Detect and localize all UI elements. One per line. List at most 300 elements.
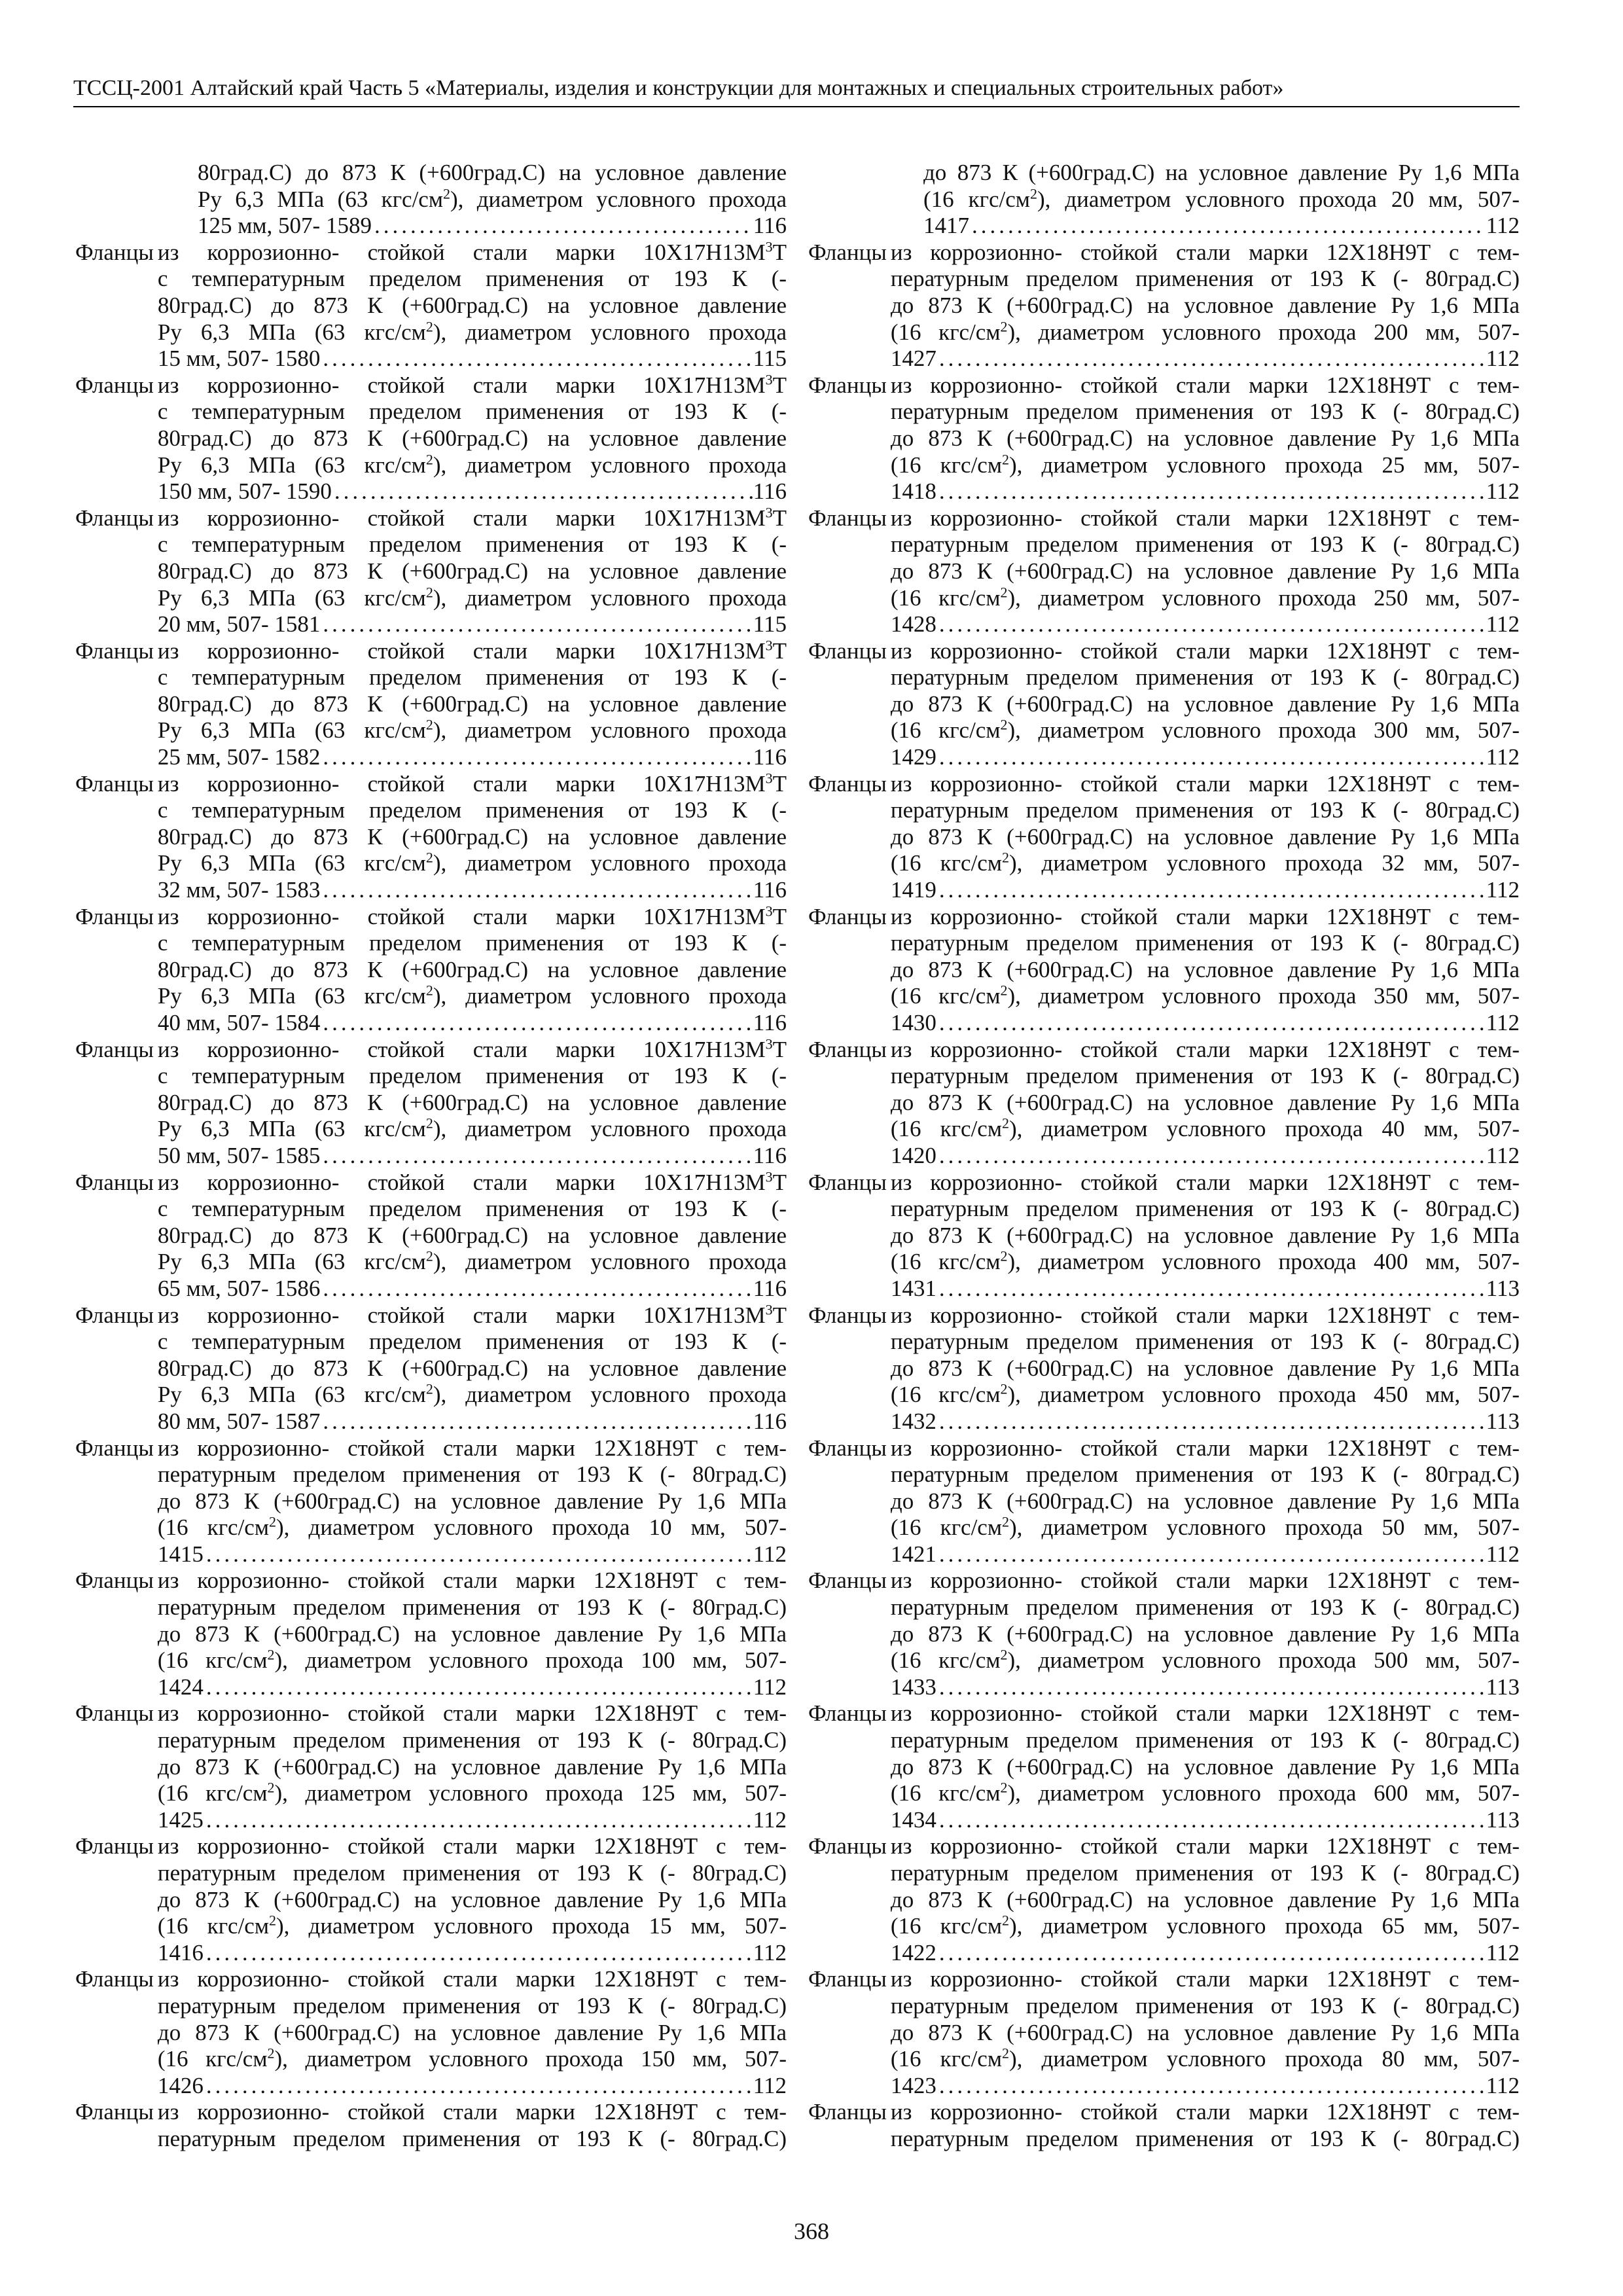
entry-text-line: из коррозионно- стойкой стали марки $10Х17Н13М^3Т$ (157, 504, 787, 531)
left-column (75, 160, 787, 2153)
entry-last-line (198, 213, 787, 240)
entry-text-line: 80град.С) до 873 К (+600град.С) на условное давление (157, 1222, 787, 1248)
leader-dots (320, 877, 753, 904)
entry-text-line: (16 кгс/$см^2$), диаметром условного прохода 20 мм, 507- (923, 185, 1520, 212)
entry-prefix: Фланцы (75, 1833, 154, 1859)
entry-body (154, 1302, 787, 1435)
entry-text-line: Ру 6,3 МПа (63 кгс/$см^2$), диаметром условного прохода (157, 849, 787, 876)
index-entry (808, 505, 1520, 638)
index-entry (75, 1568, 787, 1700)
index-entry (808, 771, 1520, 904)
entry-text-line: (16 кгс/$см^2$), диаметром условного прохода 450 мм, 507- (890, 1380, 1520, 1408)
entry-text-line: (16 кгс/$см^2$), диаметром условного прохода 400 мм, 507- (890, 1247, 1520, 1275)
entry-prefix: Фланцы (808, 1568, 887, 1594)
entry-last-line (891, 1143, 1520, 1170)
entry-text-line: из коррозионно- стойкой стали марки 12Х18Н9Т с тем- (890, 903, 1520, 929)
entry-text-line: пературным пределом применения от 193 К (- 80град.С) (890, 1727, 1520, 1753)
entry-last-line (158, 877, 787, 904)
entry-prefix: Фланцы (75, 1036, 154, 1062)
entry-text-line: 80град.С) до 873 К (+600град.С) на условное давление (157, 956, 787, 982)
index-entry (75, 771, 787, 904)
entry-body (887, 1966, 1520, 2099)
entry-last-line (891, 744, 1520, 771)
entry-text-line: 80град.С) до 873 К (+600град.С) на условное давление (157, 558, 787, 584)
entry-last-line (158, 1940, 787, 1967)
entry-body (154, 1037, 787, 1170)
entry-prefix: Фланцы (808, 1169, 887, 1195)
leader-dots (320, 346, 753, 372)
entry-body (887, 1700, 1520, 1833)
entry-body (887, 1568, 1520, 1700)
entry-body (887, 904, 1520, 1037)
entry-text-line: Ру 6,3 МПа (63 кгс/$см^2$), диаметром условного прохода (198, 185, 787, 212)
entry-code: 1424 (157, 1674, 204, 1700)
entry-code: 1416 (157, 1939, 204, 1965)
entry-last-line (158, 478, 787, 505)
entry-text-line: с температурным пределом применения от 193 К (- (157, 531, 787, 558)
index-entry (75, 1170, 787, 1302)
entry-text-line: из коррозионно- стойкой стали марки 12Х18Н9Т с тем- (157, 1700, 787, 1727)
entry-code: 1426 (157, 2072, 204, 2098)
entry-page-ref: 112 (1486, 1142, 1520, 1168)
entry-text-line: (16 кгс/$см^2$), диаметром условного прохода 600 мм, 507- (890, 1779, 1520, 1806)
entry-text-line: (16 кгс/$см^2$), диаметром условного прохода 150 мм, 507- (157, 2045, 787, 2072)
index-entry (808, 904, 1520, 1037)
entry-text-line: до 873 К (+600град.С) на условное давление Ру 1,6 МПа (890, 1089, 1520, 1115)
leader-dots (320, 1143, 753, 1170)
entry-last-line (158, 346, 787, 372)
entry-last-line (891, 877, 1520, 904)
entry-last-line (158, 1807, 787, 1834)
entry-page-ref: 113 (1486, 1275, 1520, 1301)
entry-last-line (158, 1674, 787, 1701)
entry-body (154, 1833, 787, 1966)
entry-text-line: (16 кгс/$см^2$), диаметром условного прохода 32 мм, 507- (890, 849, 1520, 876)
entry-text-line: 80град.С) до 873 К (+600град.С) на условное давление (157, 425, 787, 451)
entry-last-line (158, 611, 787, 638)
entry-text-line: до 873 К (+600град.С) на условное давление Ру 1,6 МПа (890, 1886, 1520, 1912)
entry-body (154, 904, 787, 1037)
entry-code: 1415 (157, 1541, 204, 1567)
entry-prefix: Фланцы (75, 637, 154, 664)
entry-page-ref: 112 (1486, 611, 1520, 637)
entry-prefix: Фланцы (808, 1302, 887, 1328)
entry-last-line (891, 611, 1520, 638)
entry-text-line: пературным пределом применения от 193 К (- 80град.С) (890, 399, 1520, 425)
entry-text-line: пературным пределом применения от 193 К (- 80град.С) (890, 1992, 1520, 2018)
leader-dots (936, 1541, 1486, 1568)
entry-code: 25 мм, 507- 1582 (157, 744, 321, 770)
entry-text-line: до 873 К (+600град.С) на условное давление Ру 1,6 МПа (890, 2019, 1520, 2045)
index-entry (75, 1435, 787, 1568)
entry-body (887, 240, 1520, 372)
entry-text-line: (16 кгс/$см^2$), диаметром условного прохода 40 мм, 507- (890, 1115, 1520, 1142)
entry-text-line: из коррозионно- стойкой стали марки 12Х18Н9Т с тем- (890, 239, 1520, 265)
entry-body (887, 638, 1520, 771)
entry-prefix: Фланцы (75, 372, 154, 398)
entry-body (887, 372, 1520, 505)
entry-text-line: Ру 6,3 МПа (63 кгс/$см^2$), диаметром условного прохода (157, 1380, 787, 1408)
entry-text-line: с температурным пределом применения от 193 К (- (157, 664, 787, 691)
entry-code: 125 мм, 507- 1589 (198, 213, 372, 239)
entry-text-line: из коррозионно- стойкой стали марки $10Х17Н13М^3Т$ (157, 371, 787, 398)
entry-text-line: из коррозионно- стойкой стали марки 12Х18Н9Т с тем- (157, 1966, 787, 1992)
entry-text-line: 80град.С) до 873 К (+600град.С) на условное давление (157, 1089, 787, 1115)
entry-text-line: из коррозионно- стойкой стали марки $10Х17Н13М^3Т$ (157, 1168, 787, 1195)
entry-page-ref: 112 (1486, 213, 1520, 239)
entry-code: 1417 (923, 213, 969, 239)
entry-text-line: из коррозионно- стойкой стали марки 12Х18Н9Т с тем- (157, 2099, 787, 2125)
leader-dots (372, 213, 753, 240)
index-entry (808, 1302, 1520, 1435)
entry-code: 1430 (890, 1010, 936, 1035)
entry-code: 1429 (890, 744, 936, 770)
entry-text-line: Ру 6,3 МПа (63 кгс/$см^2$), диаметром условного прохода (157, 1115, 787, 1142)
entry-body (154, 240, 787, 372)
entry-text-line: (16 кгс/$см^2$), диаметром условного прохода 250 мм, 507- (890, 583, 1520, 611)
entry-text-line: до 873 К (+600град.С) на условное давление Ру 1,6 МПа (890, 956, 1520, 982)
index-entry (808, 372, 1520, 505)
entry-code: 1434 (890, 1806, 936, 1833)
index-entry (75, 1833, 787, 1966)
entry-body (887, 1037, 1520, 1170)
entry-prefix: Фланцы (75, 1966, 154, 1992)
index-entry (808, 1833, 1520, 1966)
entry-prefix: Фланцы (808, 1435, 887, 1461)
leader-dots (204, 1541, 753, 1568)
index-entry (808, 1966, 1520, 2099)
entry-text-line: (16 кгс/$см^2$), диаметром условного прохода 80 мм, 507- (890, 2045, 1520, 2072)
entry-text-line: (16 кгс/$см^2$), диаметром условного прохода 65 мм, 507- (890, 1912, 1520, 1939)
entry-prefix: Фланцы (808, 505, 887, 531)
index-entry (808, 1037, 1520, 1170)
entry-prefix: Фланцы (75, 1435, 154, 1461)
entry-text-line: из коррозионно- стойкой стали марки $10Х17Н13М^3Т$ (157, 1300, 787, 1328)
entry-text-line: с температурным пределом применения от 193 К (- (157, 930, 787, 956)
leader-dots (936, 1143, 1486, 1170)
leader-dots (936, 1408, 1486, 1435)
entry-body (198, 160, 787, 240)
index-entry (808, 1700, 1520, 1833)
entry-code: 1432 (890, 1408, 936, 1434)
index-entry (75, 240, 787, 372)
entry-code: 1433 (890, 1674, 936, 1700)
entry-text-line: из коррозионно- стойкой стали марки 12Х18Н9Т с тем- (890, 1169, 1520, 1195)
entry-code: 1425 (157, 1806, 204, 1833)
entry-text-line: до 873 К (+600град.С) на условное давление Ру 1,6 МПа (157, 1753, 787, 1780)
entry-prefix: Фланцы (808, 1036, 887, 1062)
entry-page-ref: 113 (1486, 1674, 1520, 1700)
entry-body (887, 505, 1520, 638)
index-entry-continuation (75, 160, 787, 240)
index-entry (75, 1966, 787, 2099)
entry-page-ref: 116 (753, 1275, 787, 1301)
leader-dots (936, 1674, 1486, 1701)
entry-text-line: из коррозионно- стойкой стали марки $10Х17Н13М^3Т$ (157, 637, 787, 664)
entry-text-line: из коррозионно- стойкой стали марки 12Х18Н9Т с тем- (890, 637, 1520, 664)
entry-page-ref: 112 (1486, 1541, 1520, 1567)
entry-text-line: пературным пределом применения от 193 К (- 80град.С) (890, 797, 1520, 823)
entry-last-line (891, 1807, 1520, 1834)
entry-text-line: из коррозионно- стойкой стали марки 12Х18Н9Т с тем- (890, 770, 1520, 797)
leader-dots (936, 611, 1486, 638)
entry-text-line: Ру 6,3 МПа (63 кгс/$см^2$), диаметром условного прохода (157, 716, 787, 744)
entry-body (154, 1966, 787, 2099)
entry-text-line: пературным пределом применения от 193 К (- 80град.С) (157, 1860, 787, 1886)
entry-text-line: до 873 К (+600град.С) на условное давление Ру 1,6 МПа (890, 823, 1520, 850)
entry-code: 32 мм, 507- 1583 (157, 877, 321, 903)
entry-last-line (158, 744, 787, 771)
entry-text-line: из коррозионно- стойкой стали марки 12Х18Н9Т с тем- (890, 1302, 1520, 1328)
entry-code: 20 мм, 507- 1581 (157, 611, 321, 637)
entry-text-line: Ру 6,3 МПа (63 кгс/$см^2$), диаметром условного прохода (157, 450, 787, 478)
entry-body (154, 1700, 787, 1833)
entry-page-ref: 116 (753, 744, 787, 770)
entry-text-line: с температурным пределом применения от 193 К (- (157, 399, 787, 425)
entry-text-line: пературным пределом применения от 193 К (- 80град.С) (157, 2125, 787, 2151)
entry-page-ref: 116 (753, 1010, 787, 1035)
entry-page-ref: 112 (1486, 2072, 1520, 2098)
entry-last-line (158, 1010, 787, 1037)
entry-text-line: до 873 К (+600град.С) на условное давление Ру 1,6 МПа (890, 558, 1520, 584)
entry-text-line: до 873 К (+600град.С) на условное давление Ру 1,6 МПа (890, 292, 1520, 318)
leader-dots (320, 744, 753, 771)
leader-dots (204, 1674, 753, 1701)
entry-page-ref: 112 (753, 1674, 787, 1700)
index-entry (808, 638, 1520, 771)
entry-text-line: пературным пределом применения от 193 К (- 80град.С) (890, 664, 1520, 691)
entry-body (923, 160, 1520, 240)
entry-page-ref: 112 (1486, 877, 1520, 903)
entry-code: 1427 (890, 346, 936, 372)
entry-text-line: Ру 6,3 МПа (63 кгс/$см^2$), диаметром условного прохода (157, 1247, 787, 1275)
entry-text-line: 80град.С) до 873 К (+600град.С) на условное давление (157, 691, 787, 717)
page-header (73, 73, 1520, 107)
entry-last-line (158, 2073, 787, 2100)
index-entry (75, 1302, 787, 1435)
index-entry (808, 1170, 1520, 1302)
entry-text-line: из коррозионно- стойкой стали марки 12Х18Н9Т с тем- (157, 1568, 787, 1594)
entry-text-line: пературным пределом применения от 193 К (- 80град.С) (157, 1727, 787, 1753)
leader-dots (320, 1010, 753, 1037)
entry-text-line: с температурным пределом применения от 193 К (- (157, 1329, 787, 1355)
entry-text-line: (16 кгс/$см^2$), диаметром условного прохода 300 мм, 507- (890, 716, 1520, 744)
entry-text-line: из коррозионно- стойкой стали марки 12Х18Н9Т с тем- (157, 1435, 787, 1461)
index-entry (75, 372, 787, 505)
leader-dots (936, 2073, 1486, 2100)
leader-dots (936, 1276, 1486, 1302)
entry-prefix: Фланцы (75, 1302, 154, 1328)
entry-code: 1420 (890, 1142, 936, 1168)
entry-last-line (158, 1143, 787, 1170)
entry-last-line (891, 1010, 1520, 1037)
entry-text-line: с температурным пределом применения от 193 К (- (157, 797, 787, 823)
entry-text-line: из коррозионно- стойкой стали марки 12Х18Н9Т с тем- (890, 505, 1520, 531)
entry-text-line: из коррозионно- стойкой стали марки $10Х17Н13М^3Т$ (157, 1035, 787, 1062)
entry-text-line: до 873 К (+600град.С) на условное давление Ру 1,6 МПа (890, 1355, 1520, 1381)
entry-text-line: с температурным пределом применения от 193 К (- (157, 1063, 787, 1089)
entry-text-line: с температурным пределом применения от 193 К (- (157, 1196, 787, 1222)
entry-text-line: пературным пределом применения от 193 К (- 80град.С) (890, 266, 1520, 292)
entry-code: 1423 (890, 2072, 936, 2098)
entry-text-line: пературным пределом применения от 193 К (- 80град.С) (157, 1462, 787, 1488)
entry-text-line: 80град.С) до 873 К (+600град.С) на условное давление (157, 1355, 787, 1381)
entry-last-line (891, 1541, 1520, 1568)
entry-text-line: из коррозионно- стойкой стали марки $10Х17Н13М^3Т$ (157, 770, 787, 797)
leader-dots (320, 611, 753, 638)
entry-text-line: из коррозионно- стойкой стали марки 12Х18Н9Т с тем- (890, 1435, 1520, 1461)
entry-body (154, 1568, 787, 1700)
entry-prefix: Фланцы (808, 2099, 887, 2125)
entry-code: 80 мм, 507- 1587 (157, 1408, 321, 1434)
entry-body (887, 771, 1520, 904)
page-number: 368 (794, 2218, 829, 2244)
entry-text-line: до 873 К (+600град.С) на условное давление Ру 1,6 МПа (890, 1753, 1520, 1780)
entry-code: 1418 (890, 478, 936, 505)
entry-prefix: Фланцы (75, 1568, 154, 1594)
entry-text-line: (16 кгс/$см^2$), диаметром условного прохода 50 мм, 507- (890, 1513, 1520, 1541)
entry-text-line: из коррозионно- стойкой стали марки 12Х18Н9Т с тем- (890, 1568, 1520, 1594)
index-entry-continuation (808, 160, 1520, 240)
entry-text-line: из коррозионно- стойкой стали марки $10Х17Н13М^3Т$ (157, 238, 787, 265)
entry-code: 1419 (890, 877, 936, 903)
entry-page-ref: 113 (1486, 1806, 1520, 1833)
leader-dots (936, 1940, 1486, 1967)
entry-prefix: Фланцы (75, 1169, 154, 1195)
index-entry (808, 1568, 1520, 1700)
entry-prefix: Фланцы (808, 1700, 887, 1727)
entry-page-ref: 112 (1486, 346, 1520, 372)
entry-text-line: Ру 6,3 МПа (63 кгс/$см^2$), диаметром условного прохода (157, 317, 787, 345)
entry-code: 1421 (890, 1541, 936, 1567)
entry-last-line (923, 213, 1520, 240)
entry-text-line: из коррозионно- стойкой стали марки $10Х17Н13М^3Т$ (157, 902, 787, 929)
entry-prefix: Фланцы (808, 637, 887, 664)
entry-text-line: до 873 К (+600град.С) на условное давление Ру 1,6 МПа (890, 1621, 1520, 1647)
entry-page-ref: 112 (753, 2072, 787, 2098)
entry-page-ref: 112 (753, 1541, 787, 1567)
entry-text-line: (16 кгс/$см^2$), диаметром условного прохода 15 мм, 507- (157, 1912, 787, 1939)
entry-text-line: до 873 К (+600град.С) на условное давление Ру 1,6 МПа (923, 160, 1520, 185)
entry-body (154, 1170, 787, 1302)
index-entry-tail (75, 2099, 787, 2152)
entry-page-ref: 115 (753, 611, 787, 637)
entry-text-line: пературным пределом применения от 193 К (- 80град.С) (890, 1462, 1520, 1488)
leader-dots (936, 1010, 1486, 1037)
entry-page-ref: 112 (753, 1806, 787, 1833)
entry-text-line: 80град.С) до 873 К (+600град.С) на условное давление (157, 823, 787, 850)
entry-body (887, 1302, 1520, 1435)
entry-text-line: до 873 К (+600град.С) на условное давление Ру 1,6 МПа (890, 425, 1520, 451)
entry-last-line (891, 1674, 1520, 1701)
entry-text-line: из коррозионно- стойкой стали марки 12Х18Н9Т с тем- (890, 2099, 1520, 2125)
entry-text-line: пературным пределом применения от 193 К (- 80град.С) (890, 1594, 1520, 1621)
entry-text-line: до 873 К (+600град.С) на условное давление Ру 1,6 МПа (157, 1621, 787, 1647)
entry-text-line: пературным пределом применения от 193 К (- 80град.С) (890, 1063, 1520, 1089)
entry-prefix: Фланцы (75, 903, 154, 929)
entry-prefix: Фланцы (808, 770, 887, 797)
entry-text-line: из коррозионно- стойкой стали марки 12Х18Н9Т с тем- (890, 1833, 1520, 1859)
entry-page-ref: 116 (753, 478, 787, 505)
entry-page-ref: 116 (753, 1142, 787, 1168)
entry-text-line: из коррозионно- стойкой стали марки 12Х18Н9Т с тем- (157, 1833, 787, 1859)
entry-last-line (891, 2073, 1520, 2100)
entry-last-line (158, 1408, 787, 1435)
entry-text-line: (16 кгс/$см^2$), диаметром условного прохода 100 мм, 507- (157, 1646, 787, 1674)
entry-text-line: пературным пределом применения от 193 К (- 80град.С) (890, 531, 1520, 558)
entry-page-ref: 116 (753, 1408, 787, 1434)
index-entry-tail (808, 2099, 1520, 2152)
index-entry (808, 1435, 1520, 1568)
entry-body (154, 2099, 787, 2152)
entry-body (154, 1435, 787, 1568)
leader-dots (969, 213, 1486, 240)
entry-body (887, 1170, 1520, 1302)
entry-text-line: из коррозионно- стойкой стали марки 12Х18Н9Т с тем- (890, 1700, 1520, 1727)
entry-text-line: 80град.С) до 873 К (+600град.С) на условное давление (157, 292, 787, 318)
entry-code: 50 мм, 507- 1585 (157, 1142, 321, 1168)
entry-text-line: пературным пределом применения от 193 К (- 80град.С) (890, 1196, 1520, 1222)
entry-text-line: Ру 6,3 МПа (63 кгс/$см^2$), диаметром условного прохода (157, 982, 787, 1009)
entry-prefix: Фланцы (808, 239, 887, 265)
entry-code: 1431 (890, 1275, 936, 1301)
entry-text-line: Ру 6,3 МПа (63 кгс/$см^2$), диаметром условного прохода (157, 583, 787, 611)
entry-prefix: Фланцы (75, 239, 154, 265)
entry-body (154, 638, 787, 771)
entry-code: 65 мм, 507- 1586 (157, 1275, 321, 1301)
entry-prefix: Фланцы (808, 1833, 887, 1859)
entry-body (154, 372, 787, 505)
entry-code: 1422 (890, 1939, 936, 1965)
entry-code: 150 мм, 507- 1590 (157, 478, 332, 505)
entry-prefix: Фланцы (75, 770, 154, 797)
entry-last-line (891, 478, 1520, 505)
entry-text-line: (16 кгс/$см^2$), диаметром условного прохода 10 мм, 507- (157, 1513, 787, 1541)
leader-dots (320, 1408, 753, 1435)
leader-dots (936, 1807, 1486, 1834)
index-entry (75, 638, 787, 771)
entry-page-ref: 112 (1486, 1939, 1520, 1965)
entry-text-line: пературным пределом применения от 193 К (- 80град.С) (157, 1594, 787, 1621)
leader-dots (936, 478, 1486, 505)
entry-text-line: до 873 К (+600град.С) на условное давление Ру 1,6 МПа (890, 1488, 1520, 1514)
entry-body (887, 1833, 1520, 1966)
index-entry (75, 904, 787, 1037)
leader-dots (936, 346, 1486, 372)
entry-text-line: до 873 К (+600град.С) на условное давление Ру 1,6 МПа (890, 1222, 1520, 1248)
index-entry (75, 1037, 787, 1170)
entry-page-ref: 113 (1486, 1408, 1520, 1434)
entry-text-line: пературным пределом применения от 193 К (- 80град.С) (157, 1992, 787, 2018)
entry-body (887, 1435, 1520, 1568)
entry-prefix: Фланцы (808, 903, 887, 929)
entry-last-line (158, 1541, 787, 1568)
entry-code: 15 мм, 507- 1580 (157, 346, 321, 372)
entry-prefix: Фланцы (808, 372, 887, 398)
entry-prefix: Фланцы (75, 1700, 154, 1727)
entry-last-line (158, 1276, 787, 1302)
entry-text-line: пературным пределом применения от 193 К (- 80град.С) (890, 1329, 1520, 1355)
entry-page-ref: 116 (753, 877, 787, 903)
entry-prefix: Фланцы (75, 2099, 154, 2125)
entry-text-line: (16 кгс/$см^2$), диаметром условного прохода 500 мм, 507- (890, 1646, 1520, 1674)
entry-last-line (891, 346, 1520, 372)
entry-text-line: до 873 К (+600град.С) на условное давление Ру 1,6 МПа (157, 2019, 787, 2045)
entry-text-line: до 873 К (+600град.С) на условное давление Ру 1,6 МПа (157, 1488, 787, 1514)
entry-last-line (891, 1408, 1520, 1435)
entry-page-ref: 112 (1486, 744, 1520, 770)
index-entry (75, 505, 787, 638)
